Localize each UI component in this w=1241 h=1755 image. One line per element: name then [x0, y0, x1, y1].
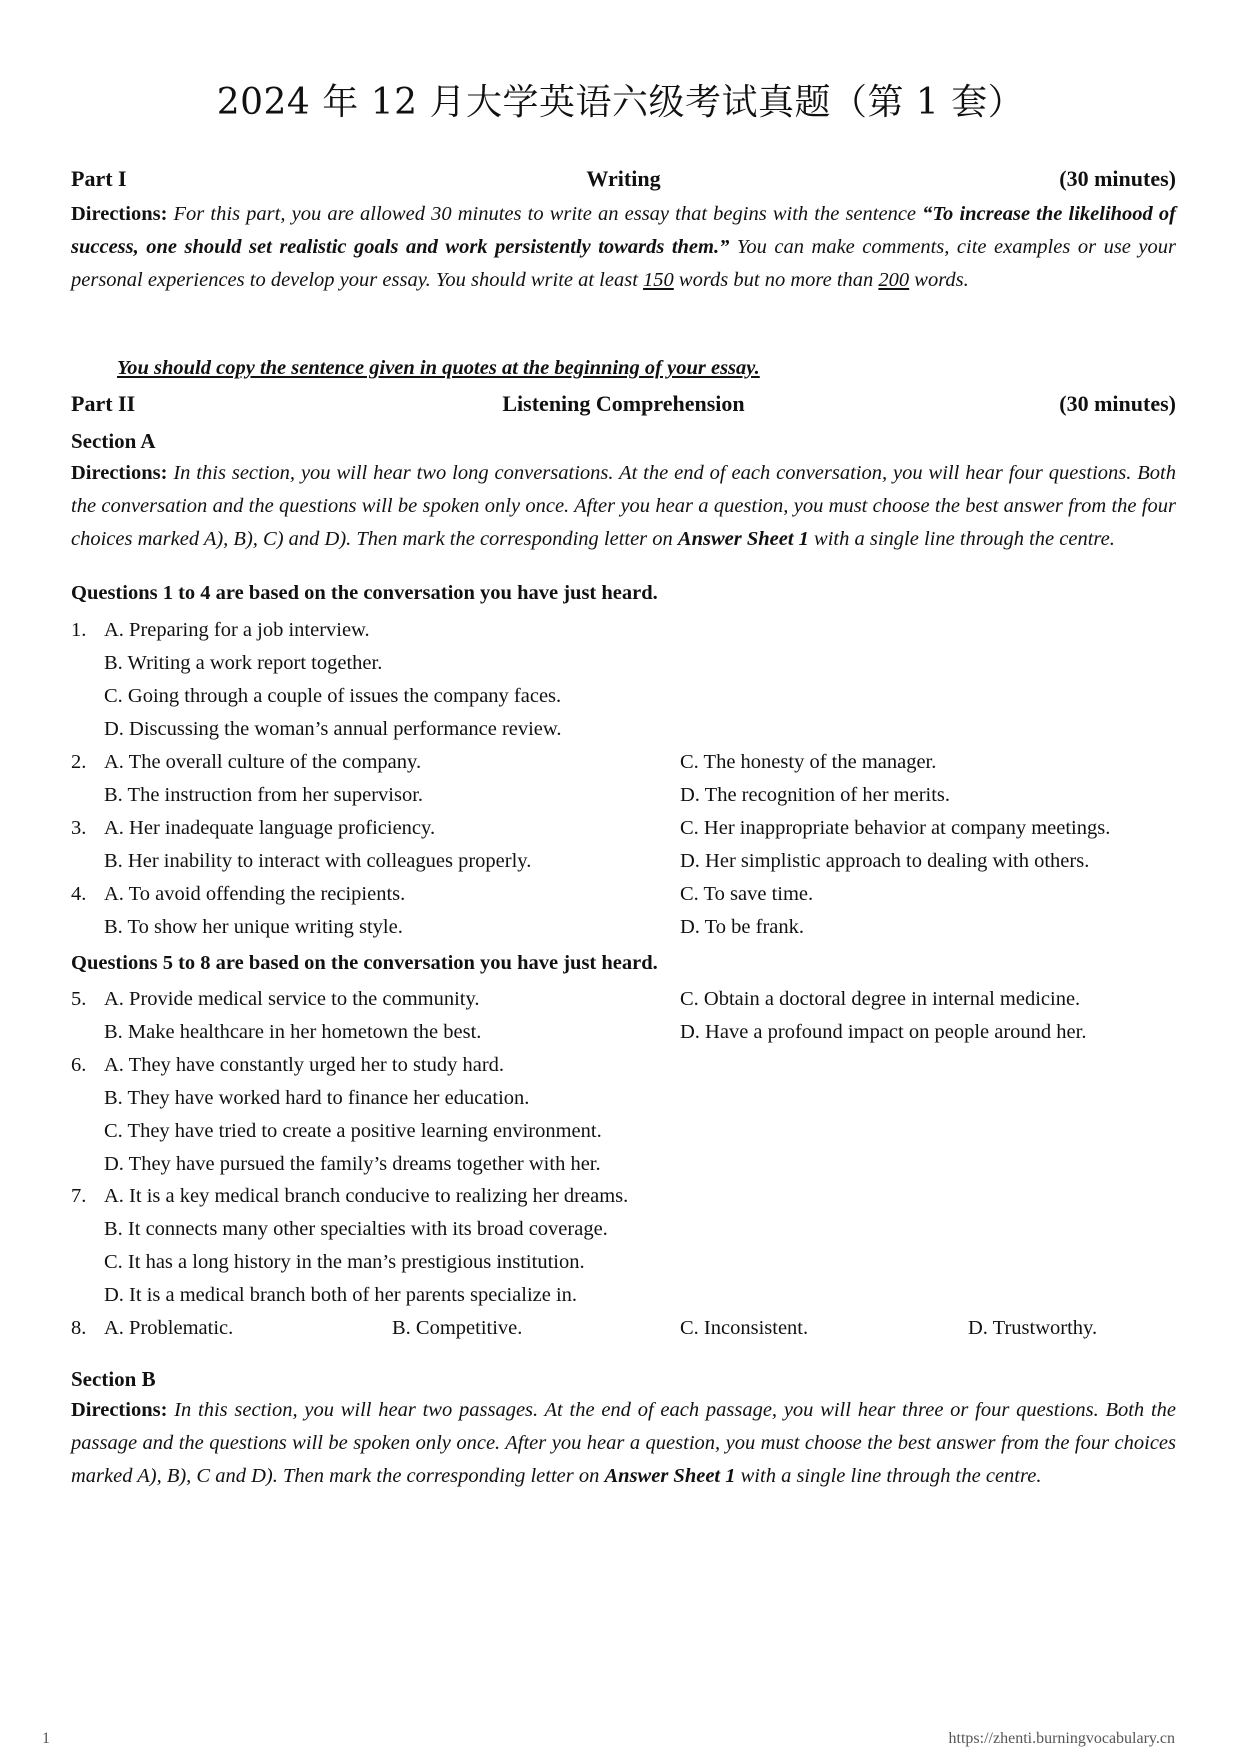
directions-label: Directions:: [71, 1399, 168, 1421]
question-number: 2.: [71, 751, 87, 773]
answer-sheet-ref: Answer Sheet 1: [677, 528, 809, 550]
q6-option-a: A. They have constantly urged her to study hard.: [104, 1054, 505, 1076]
q7-option-b: B. It connects many other specialties with its broad coverage.: [104, 1218, 608, 1240]
q4-option-c: C. To save time.: [680, 883, 814, 905]
q8-option-b: B. Competitive.: [392, 1317, 523, 1339]
q5-option-b: B. Make healthcare in her hometown the best.: [104, 1021, 482, 1043]
q6-option-b: B. They have worked hard to finance her education.: [104, 1087, 530, 1109]
part2-label: Part II: [71, 391, 136, 416]
part1-name: Writing: [586, 166, 661, 191]
essay-prompt-quote: “To increase the likelihood of success, one should set realistic goals and work persistently towards them.”: [71, 203, 1176, 258]
q2-option-a: A. The overall culture of the company.: [104, 751, 422, 773]
section-b-label: Section B: [71, 1367, 156, 1391]
q1-option-d: D. Discussing the woman’s annual performance review.: [104, 718, 562, 740]
q6-option-c: C. They have tried to create a positive learning environment.: [104, 1120, 602, 1142]
part1-directions: Directions: For this part, you are allowed 30 minutes to write an essay that begins with the sentence “To increase the likelihood of success, one should set realistic goals and work persistently towards them.” You can make comments, cite examples or use your personal experiences to develop your essay. You should write at least 150 words but no more than 200 words.: [71, 203, 1176, 291]
page-number: 1: [42, 1730, 50, 1747]
part2-time: (30 minutes): [1059, 391, 1176, 416]
q3-option-a: A. Her inadequate language proficiency.: [104, 817, 436, 839]
section-a-directions: Directions: In this section, you will hear two long conversations. At the end of each conversation, you will hear four questions. Both the conversation and the questions will be spoken only once. After you hear a question, you must choose the best answer from the four choices marked A), B), C) and D). Then mark the corresponding letter on Answer Sheet 1 with a single line through the centre.: [71, 462, 1176, 550]
directions-label: Directions:: [71, 462, 168, 484]
part2-header: [71, 391, 1176, 421]
part1-time: (30 minutes): [1059, 166, 1176, 191]
q7-option-d: D. It is a medical branch both of her parents specialize in.: [104, 1284, 578, 1306]
part1-label: Part I: [71, 166, 127, 191]
part1-header: [71, 166, 1176, 196]
q5-option-d: D. Have a profound impact on people around her.: [680, 1021, 1087, 1043]
question-number: 3.: [71, 817, 87, 839]
answer-sheet-ref: Answer Sheet 1: [604, 1465, 736, 1487]
max-words: 200: [878, 269, 910, 291]
q1-option-a: A. Preparing for a job interview.: [104, 619, 370, 641]
q7-option-c: C. It has a long history in the man’s prestigious institution.: [104, 1251, 585, 1273]
question-group-1-heading: Questions 1 to 4 are based on the conversation you have just heard.: [71, 582, 658, 604]
copy-note: You should copy the sentence given in quotes at the beginning of your essay.: [117, 357, 760, 379]
q4-option-d: D. To be frank.: [680, 916, 805, 938]
q2-option-b: B. The instruction from her supervisor.: [104, 784, 424, 806]
q7-option-a: A. It is a key medical branch conducive to realizing her dreams.: [104, 1185, 629, 1207]
q4-option-b: B. To show her unique writing style.: [104, 916, 403, 938]
directions-label: Directions:: [71, 203, 168, 225]
q1-option-b: B. Writing a work report together.: [104, 652, 383, 674]
question-number: 8.: [71, 1317, 87, 1339]
question-number: 7.: [71, 1185, 87, 1207]
q5-option-a: A. Provide medical service to the community.: [104, 988, 480, 1010]
question-number: 5.: [71, 988, 87, 1010]
q4-option-a: A. To avoid offending the recipients.: [104, 883, 406, 905]
section-a-label: Section A: [71, 429, 156, 453]
q3-option-d: D. Her simplistic approach to dealing with others.: [680, 850, 1090, 872]
section-b-directions: Directions: In this section, you will hear two passages. At the end of each passage, you will hear three or four questions. Both the passage and the questions will be spoken only once. After you hear a question, you must choose the best answer from the four choices marked A), B), C and D). Then mark the corresponding letter on Answer Sheet 1 with a single line through the centre.: [71, 1399, 1176, 1487]
q3-option-b: B. Her inability to interact with colleagues properly.: [104, 850, 532, 872]
q8-option-d: D. Trustworthy.: [968, 1317, 1098, 1339]
question-number: 6.: [71, 1054, 87, 1076]
question-group-2-heading: Questions 5 to 8 are based on the conversation you have just heard.: [71, 952, 658, 974]
q8-option-c: C. Inconsistent.: [680, 1317, 809, 1339]
q3-option-c: C. Her inappropriate behavior at company meetings.: [680, 817, 1111, 839]
q6-option-d: D. They have pursued the family’s dreams together with her.: [104, 1153, 601, 1175]
q8-option-a: A. Problematic.: [104, 1317, 234, 1339]
q2-option-d: D. The recognition of her merits.: [680, 784, 951, 806]
q2-option-c: C. The honesty of the manager.: [680, 751, 937, 773]
part2-name: Listening Comprehension: [502, 391, 745, 416]
q1-option-c: C. Going through a couple of issues the company faces.: [104, 685, 562, 707]
question-number: 4.: [71, 883, 87, 905]
page-title: 2024 年 12 月大学英语六级考试真题（第 1 套）: [216, 82, 1025, 123]
min-words: 150: [643, 269, 674, 291]
question-number: 1.: [71, 619, 87, 641]
footer-url[interactable]: https://zhenti.burningvocabulary.cn: [948, 1730, 1175, 1747]
q5-option-c: C. Obtain a doctoral degree in internal medicine.: [680, 988, 1081, 1010]
